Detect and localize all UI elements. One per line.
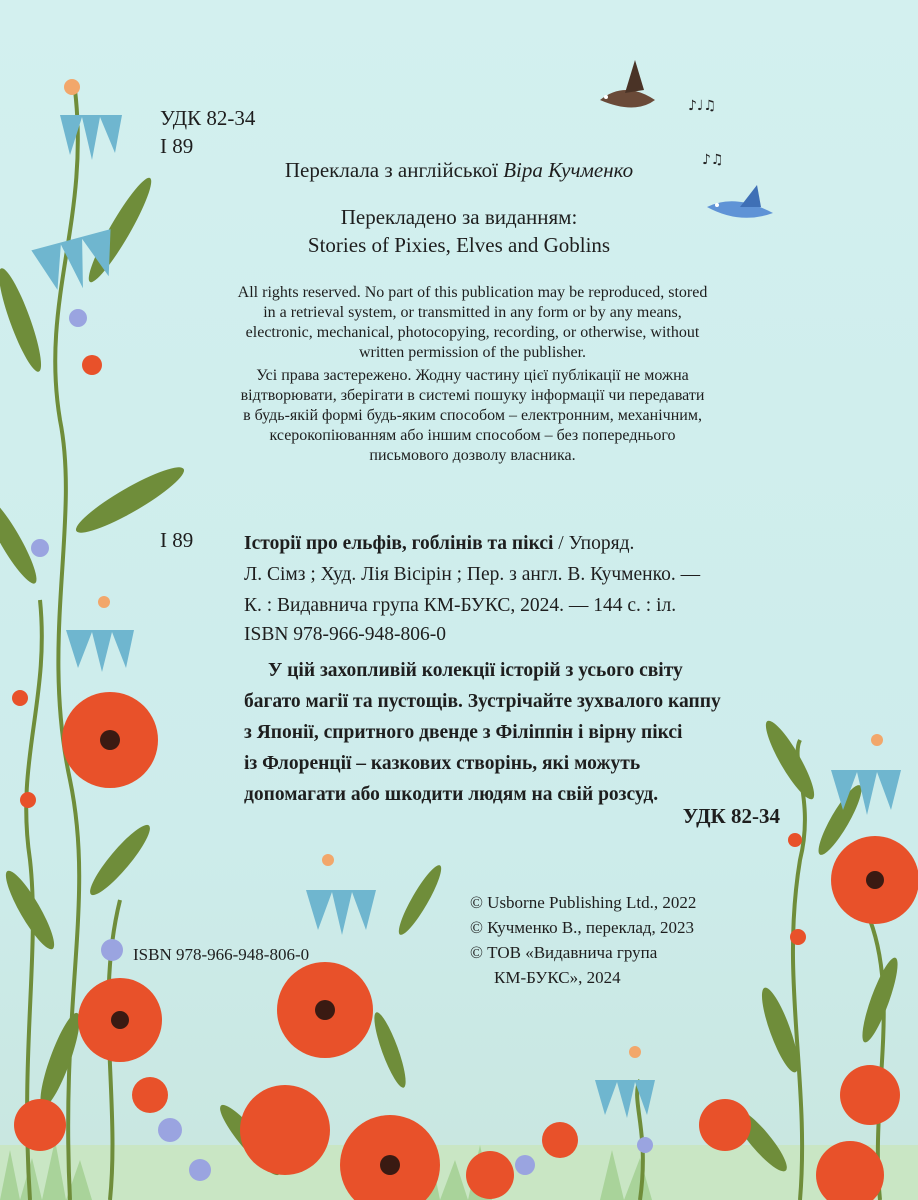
translator-credit (0, 158, 918, 183)
original-edition (0, 203, 918, 259)
book-title: Історії про ельфів, гоблінів та піксі (244, 533, 554, 554)
udk-top-block (160, 104, 255, 160)
translator-prefix: Переклала з англійської (284, 158, 498, 182)
isbn-bottom: ISBN 978-966-948-806-0 (133, 945, 310, 964)
rights-ua-line: Усі права застережено. Жодну частину цієї публікації не можна (256, 367, 689, 384)
original-edition-title: Stories of Pixies, Elves and Goblins (307, 233, 611, 257)
translator-name: Віра Кучменко (503, 158, 634, 182)
udk-code-bottom: УДК 82-34 (682, 804, 780, 828)
catalog-credits: Л. Сімз ; Худ. Лія Вісірін ; Пер. з англ. В. Кучменко. — (244, 564, 701, 585)
copyright-line: © Кучменко В., переклад, 2023 (470, 918, 695, 937)
annotation-line: з Японії, спритного двенде з Філіппін і вірну піксі (244, 722, 683, 743)
svg-text:♪♫: ♪♫ (702, 152, 724, 168)
annotation (244, 655, 800, 810)
catalog-compiler: / Упоряд. (553, 533, 635, 554)
catalog-imprint: К. : Видавнича група КМ-БУКС, 2024. — 144 с. : іл. (244, 595, 677, 616)
annotation-line: із Флоренції – казкових створінь, які можуть (244, 753, 641, 774)
original-edition-label: Перекладено за виданням: (340, 205, 578, 229)
rights-notice-english (150, 283, 795, 363)
catalog-code-top: І 89 (160, 134, 194, 158)
svg-text:♪♩♫: ♪♩♫ (688, 98, 717, 114)
catalog-code: І 89 (160, 528, 194, 552)
annotation-line: допомагати або шкодити людям на свій розсуд. (244, 784, 659, 805)
copyright-line: КМ-БУКС», 2024 (494, 968, 621, 987)
rights-ua-line: в будь-якій формі будь-яким способом – електронним, механічним, (243, 407, 702, 424)
rights-en-line: written permission of the publisher. (358, 344, 587, 361)
copyright-line: © Usborne Publishing Ltd., 2022 (470, 893, 697, 912)
catalog-isbn: ISBN 978-966-948-806-0 (244, 624, 447, 645)
annotation-line: багато магії та пустощів. Зустрічайте зухвалого каппу (244, 691, 721, 712)
copyright-block (470, 890, 696, 990)
rights-en-line: All rights reserved. No part of this publication may be reproduced, stored (237, 284, 708, 301)
rights-ua-line: відтворювати, зберігати в системі пошуку інформації чи передавати (240, 387, 705, 404)
rights-ua-line: письмового дозволу власника. (369, 447, 576, 464)
copyright-line: © ТОВ «Видавнича група (470, 943, 658, 962)
rights-en-line: in a retrieval system, or transmitted in any form or by any means, (263, 304, 682, 321)
annotation-line: У цій захопливій колекції історій з усього світу (268, 660, 683, 681)
udk-code-top: УДК 82-34 (160, 106, 256, 130)
catalog-record (244, 528, 800, 621)
rights-ua-line: ксерокопіюванням або іншим способом – без попереднього (269, 427, 676, 444)
brown-bird-icon (600, 60, 655, 108)
rights-en-line: electronic, mechanical, photocopying, recording, or otherwise, without (245, 324, 700, 341)
rights-notice-ukrainian (150, 366, 795, 466)
